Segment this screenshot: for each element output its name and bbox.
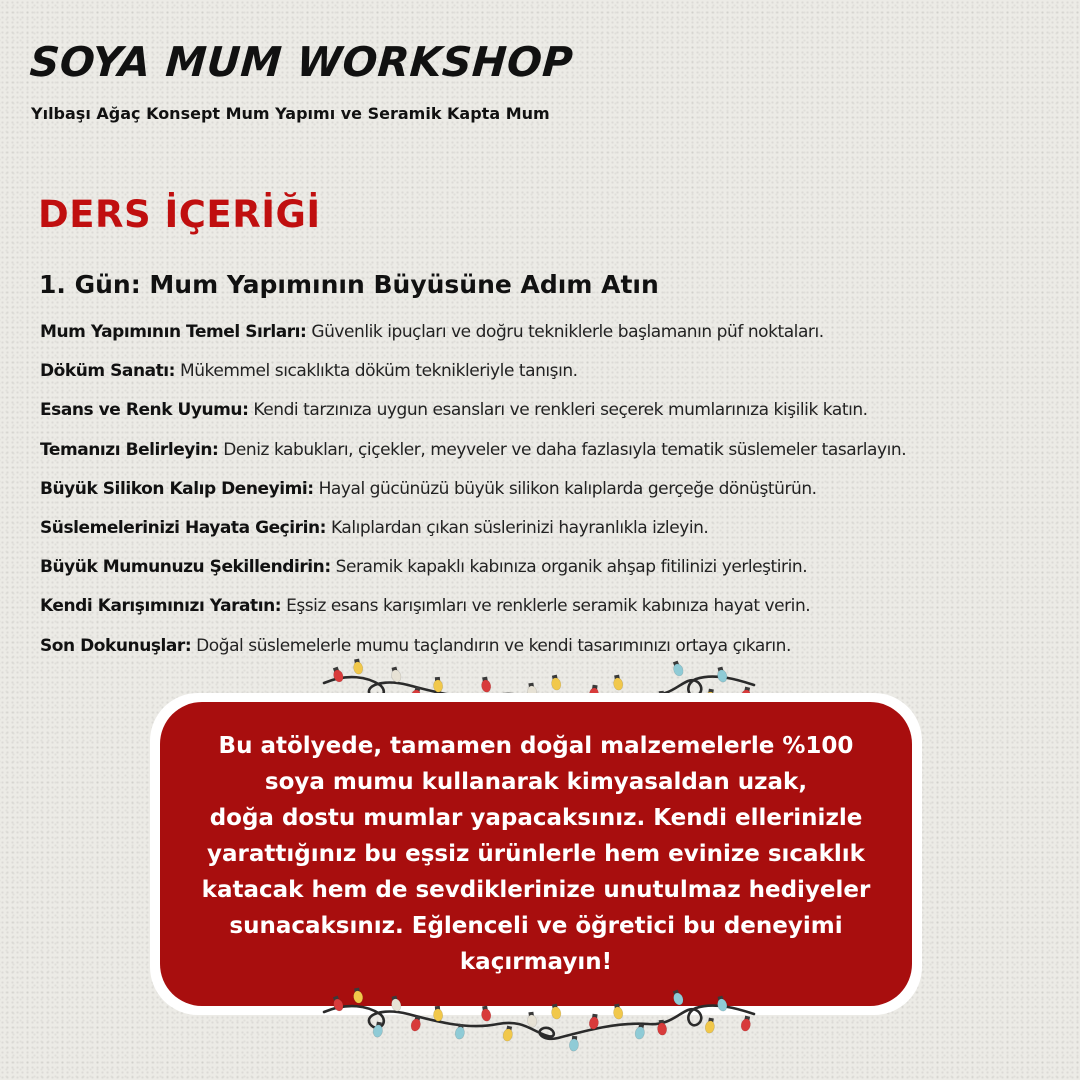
- item-text: Mükemmel sıcaklıkta döküm teknikleriyle tanışın.: [175, 361, 578, 382]
- light-bulb: [352, 658, 364, 675]
- list-item: [40, 475, 1080, 514]
- info-card: [160, 702, 912, 1006]
- day-title: 1. Gün: Mum Yapımının Büyüsüne Adım Atın: [39, 270, 659, 299]
- light-bulb: [433, 1006, 443, 1022]
- light-bulb: [526, 1011, 537, 1027]
- list-item: [40, 553, 1080, 592]
- light-bulb: [634, 1023, 646, 1040]
- item-label: Temanızı Belirleyin:: [40, 439, 219, 460]
- item-label: Döküm Sanatı:: [40, 361, 176, 382]
- light-bulb: [352, 987, 364, 1004]
- section-title: DERS İÇERİĞİ: [38, 193, 321, 236]
- light-bulb: [550, 674, 562, 691]
- course-content-list: [40, 318, 1080, 671]
- light-bulb: [704, 1017, 716, 1034]
- item-text: Güvenlik ipuçları ve doğru tekniklerle başlamanın püf noktaları.: [306, 322, 824, 342]
- info-line: sunacaksınız. Eğlenceli ve öğretici bu deneyimi: [229, 913, 843, 939]
- item-text: Doğal süslemelerle mumu taçlandırın ve kendi tasarımınızı ortaya çıkarın.: [191, 635, 791, 656]
- list-item: [40, 436, 1080, 475]
- light-bulb: [502, 1025, 514, 1042]
- item-text: Kendi tarzınıza uygun esansları ve renkleri seçerek mumlarınıza kişilik katın.: [248, 400, 868, 421]
- list-item: [40, 318, 1080, 357]
- page-title: SOYA MUM WORKSHOP: [28, 38, 575, 86]
- item-text: Kalıplardan çıkan süslerinizi hayranlıkla izleyin.: [326, 517, 709, 538]
- info-line: katacak hem de sevdiklerinize unutulmaz hediyeler: [201, 877, 871, 903]
- light-wire: [324, 1006, 754, 1039]
- info-line: yarattığınız bu eşsiz ürünlerle hem evinize sıcaklık: [207, 841, 865, 867]
- light-bulb: [433, 677, 443, 693]
- item-label: Süslemelerinizi Hayata Geçirin:: [40, 517, 326, 538]
- light-bulb: [612, 1003, 624, 1020]
- item-label: Son Dokunuşlar:: [40, 635, 192, 656]
- list-item: [40, 396, 1080, 435]
- light-bulb: [480, 676, 492, 693]
- item-text: Eşsiz esans karışımları ve renklerle seramik kabınıza hayat verin.: [281, 596, 811, 617]
- info-line: doğa dostu mumlar yapacaksınız. Kendi ellerinizle: [209, 805, 863, 831]
- light-bulb: [671, 989, 685, 1006]
- light-bulb: [389, 995, 402, 1012]
- item-label: Mum Yapımının Temel Sırları:: [40, 322, 307, 342]
- item-text: Deniz kabukları, çiçekler, meyveler ve daha fazlasıyla tematik süslemeler tasarlayın.: [218, 439, 907, 460]
- light-bulb: [715, 666, 728, 683]
- list-item: [40, 514, 1080, 553]
- item-text: Hayal gücünüzü büyük silikon kalıplarda gerçeğe dönüştürün.: [313, 478, 817, 499]
- light-bulb: [671, 660, 685, 677]
- christmas-lights-icon: [318, 984, 758, 1056]
- item-label: Kendi Karışımınızı Yaratın:: [40, 596, 282, 617]
- item-label: Büyük Silikon Kalıp Deneyimi:: [40, 478, 314, 499]
- list-item: [40, 592, 1080, 631]
- info-line: soya mumu kullanarak kimyasaldan uzak,: [264, 769, 808, 795]
- list-item: [40, 357, 1080, 396]
- info-card-text: [186, 728, 886, 980]
- page-subtitle: Yılbaşı Ağaç Konsept Mum Yapımı ve Seramik Kapta Mum: [31, 104, 550, 123]
- light-bulb: [569, 1036, 579, 1052]
- item-text: Seramik kapaklı kabınıza organik ahşap fitilinizi yerleştirin.: [330, 557, 808, 578]
- light-bulb: [740, 1015, 752, 1032]
- light-bulb: [480, 1005, 492, 1022]
- light-bulb: [550, 1003, 562, 1020]
- info-line: kaçırmayın!: [459, 949, 613, 975]
- light-bulb: [612, 674, 624, 691]
- item-label: Esans ve Renk Uyumu:: [40, 400, 249, 421]
- light-bulb: [715, 995, 728, 1012]
- light-bulb: [389, 666, 402, 683]
- info-line: Bu atölyede, tamamen doğal malzemelerle %100: [218, 733, 854, 759]
- item-label: Büyük Mumunuzu Şekillendirin:: [40, 557, 331, 578]
